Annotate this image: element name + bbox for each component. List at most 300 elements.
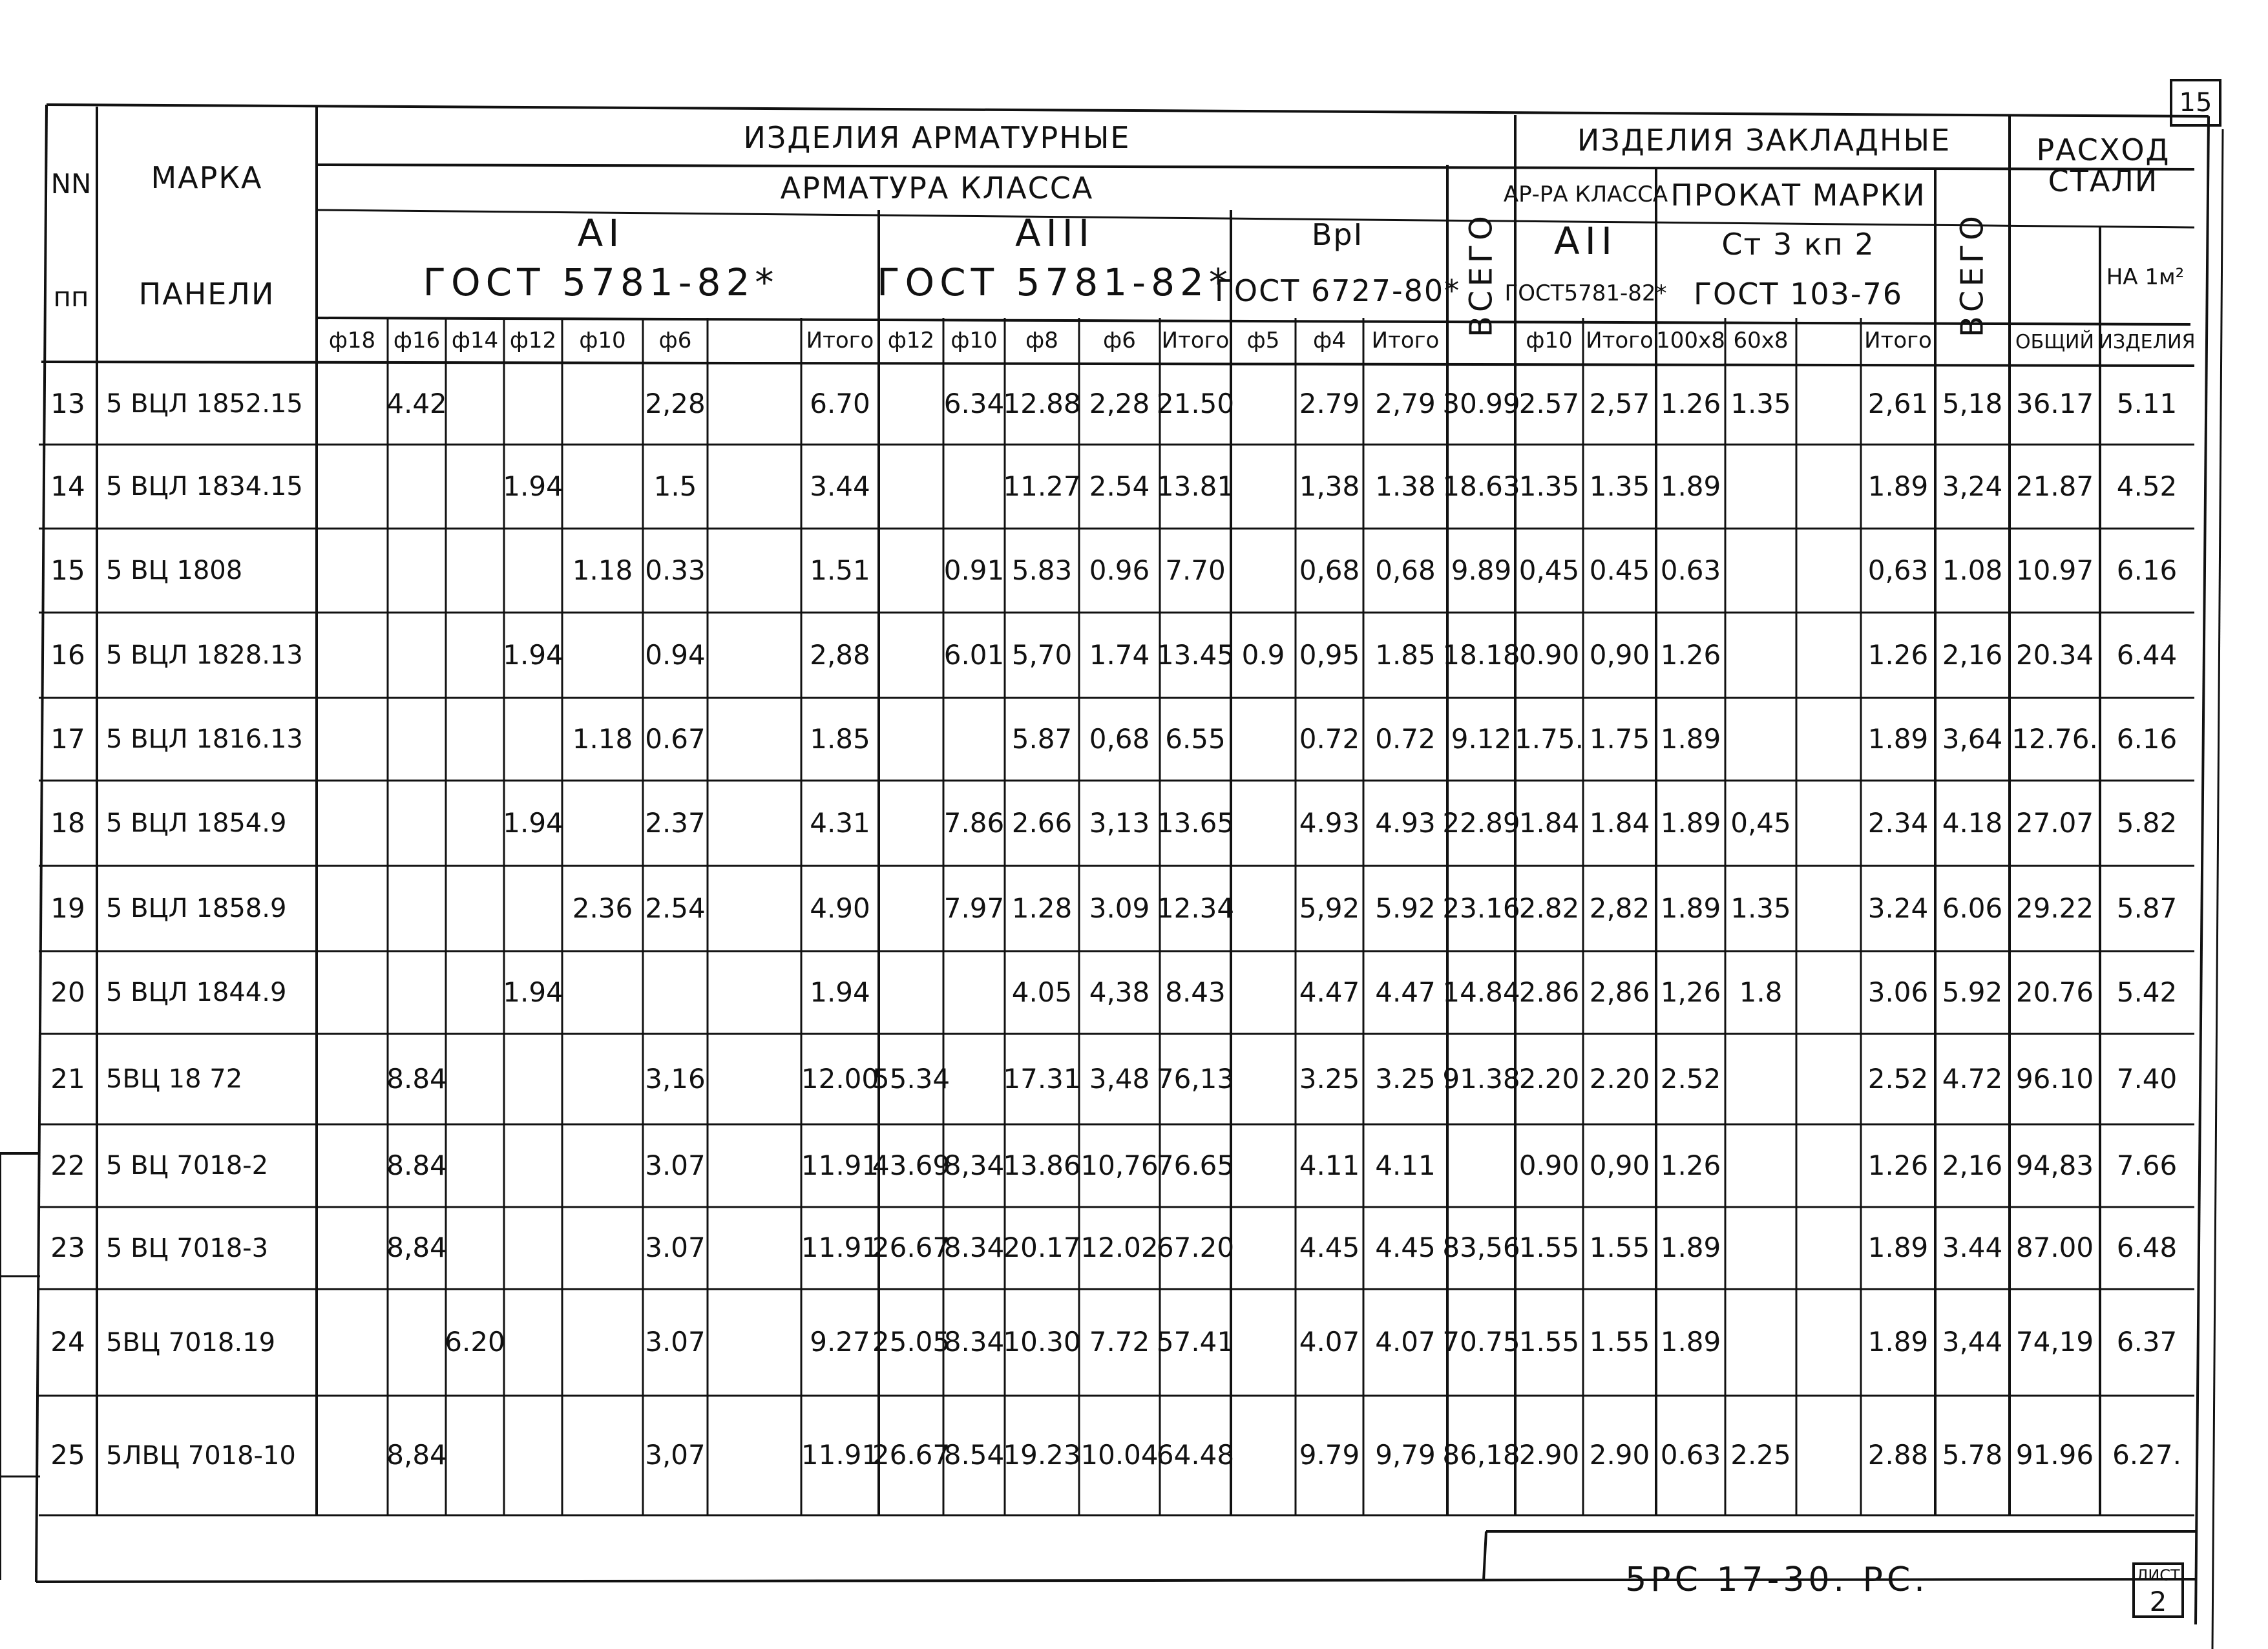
table-cell: 10.30 [1003,1326,1081,1358]
col-header-9: ф10 [950,328,998,354]
table-cell: 0,90 [1589,1149,1650,1181]
row-number: 15 [50,554,85,586]
table-cell: 8.43 [1165,976,1226,1008]
table-cell: 6.34 [943,387,1005,419]
table-cell: 6.70 [810,387,870,419]
table-cell: 3.07 [645,1149,706,1181]
table-cell: 4.45 [1375,1232,1436,1264]
table-cell: 5,18 [1942,387,2003,419]
table-cell: 3,16 [645,1062,706,1095]
table-cell: 9.89 [1451,554,1512,586]
table-cell: 6.48 [2116,1232,2178,1264]
table-cell: 1.51 [810,554,870,586]
table-cell: 26.67 [872,1232,950,1264]
table-cell: 2.20 [1589,1062,1650,1095]
table-cell: 1.35 [1589,470,1650,502]
table-cell: 1.38 [1375,470,1436,502]
col-header-obshchiy: ОБЩИЙ [2015,331,2094,354]
table-cell: 12.02 [1080,1232,1159,1264]
table-cell: 4.07 [1375,1326,1436,1358]
table-cell: 5.11 [2116,387,2178,419]
table-cell: 6.44 [2116,638,2178,671]
list-label: ЛИСТ [2136,1566,2180,1585]
table-cell: 21.87 [2015,470,2094,502]
table-cell: 13.65 [1156,806,1235,839]
table-cell: 7.40 [2116,1062,2178,1095]
panel-mark: 5 ВЦ 7018-2 [106,1151,269,1181]
table-cell: 10.97 [2015,554,2094,586]
table-cell: 11.27 [1003,470,1081,502]
col-header-2: ф14 [451,328,499,354]
table-cell: 3.24 [1867,892,1929,924]
table-cell: 12.00 [801,1062,879,1095]
col-header-izdeliya: ИЗДЕЛИЯ [2098,331,2196,354]
table-cell: 4.93 [1299,806,1360,839]
row-number: 17 [50,722,85,755]
table-cell: 10.04 [1080,1439,1159,1471]
table-cell: 4.72 [1942,1062,2003,1095]
header-aii: AII [1554,218,1617,263]
table-cell: 6.06 [1942,892,2003,924]
col-header-13: ф5 [1246,328,1280,354]
table-cell: 1.89 [1867,470,1929,502]
table-cell: 3.07 [645,1232,706,1264]
table-cell: 0,95 [1299,638,1360,671]
table-cell: 2.66 [1011,806,1073,839]
table-cell: 0.45 [1589,554,1650,586]
table-cell: 2.90 [1518,1439,1580,1471]
table-cell: 4.31 [810,806,870,839]
table-cell: 8.34 [943,1326,1005,1358]
col-header-paneli: ПАНЕЛИ [138,276,275,311]
table-cell: 67.20 [1156,1232,1235,1264]
table-cell: 2,79 [1375,387,1436,419]
table-cell: 2.57 [1518,387,1580,419]
table-cell: 2,88 [810,638,870,671]
table-cell: 6.37 [2116,1326,2178,1358]
row-number: 18 [50,806,85,839]
table-cell: 1.5 [653,470,697,502]
table-cell: 2.54 [1089,470,1150,502]
table-cell: 8.54 [943,1439,1005,1471]
table-cell: 1.18 [572,554,633,586]
table-cell: 6.27. [2112,1439,2181,1471]
table-cell: 9,79 [1375,1439,1436,1471]
table-cell: 1.18 [572,722,633,755]
table-cell: 2,16 [1942,638,2003,671]
table-cell: 0.9 [1241,638,1285,671]
table-cell: 3,64 [1942,722,2003,755]
col-header-5: ф6 [658,328,692,354]
header-izdeliya-armaturnye: ИЗДЕЛИЯ АРМАТУРНЫЕ [743,120,1131,155]
table-cell: 6.16 [2116,722,2178,755]
table-cell: 23.16 [1442,892,1520,924]
header-bpi-gost: ГОСТ 6727-80* [1214,273,1461,308]
table-cell: 3,44 [1942,1326,2003,1358]
table-cell: 1.89 [1867,1232,1929,1264]
table-cell: 4.05 [1011,976,1073,1008]
table-cell: 2.79 [1299,387,1360,419]
table-cell: 12.34 [1156,892,1235,924]
table-cell: 3.25 [1375,1062,1436,1095]
table-cell: 0,68 [1089,722,1150,755]
header-prokat-marki: ПРОКАТ МАРКИ [1670,177,1926,213]
table-cell: 1.55 [1518,1326,1580,1358]
table-cell: 55.34 [872,1062,950,1095]
table-cell: 36.17 [2015,387,2094,419]
table-cell: 1.85 [810,722,870,755]
table-cell: 1.89 [1867,722,1929,755]
col-header-19: 100х8 [1656,328,1725,354]
table-cell: 76.65 [1156,1149,1235,1181]
panel-mark: 5ВЦ 18 72 [106,1064,243,1094]
table-cell: 5.92 [1942,976,2003,1008]
table-cell: 96.10 [2015,1062,2094,1095]
table-cell: 1.26 [1867,638,1929,671]
table-cell: 0.90 [1518,638,1580,671]
table-cell: 9.27 [810,1326,870,1358]
table-cell: 17.31 [1003,1062,1081,1095]
table-cell: 1.26 [1660,638,1721,671]
table-cell: 4.42 [386,387,447,419]
table-cell: 13.81 [1156,470,1235,502]
table-cell: 2.37 [645,806,706,839]
row-number: 24 [50,1326,85,1358]
table-cell: 1.94 [503,806,563,839]
table-cell: 19.23 [1003,1439,1081,1471]
table-cell: 1.74 [1089,638,1150,671]
table-cell: 5,70 [1011,638,1073,671]
panel-mark: 5ЛВЦ 7018-10 [106,1440,296,1471]
table-cell: 0.72 [1375,722,1436,755]
row-number: 22 [50,1149,85,1181]
table-cell: 5.83 [1011,554,1073,586]
table-cell: 8.84 [386,1062,447,1095]
table-cell: 86,18 [1442,1439,1520,1471]
table-cell: 21.50 [1156,387,1235,419]
table-cell: 20.17 [1003,1232,1081,1264]
col-header-14: ф4 [1313,328,1346,354]
row-number: 21 [50,1062,85,1095]
table-cell: 4.47 [1375,976,1436,1008]
table-cell: 0.67 [645,722,706,755]
table-cell: 13.45 [1156,638,1235,671]
col-header-nn: NN [50,167,92,200]
table-cell: 2.52 [1660,1062,1721,1095]
table-cell: 3.44 [1942,1232,2003,1264]
table-cell: 1.55 [1589,1232,1650,1264]
table-cell: 0,68 [1299,554,1360,586]
table-cell: 5,92 [1299,892,1360,924]
table-cell: 1.35 [1518,470,1580,502]
col-header-marka: МАРКА [151,160,263,195]
table-cell: 1.26 [1867,1149,1929,1181]
table-cell: 2.88 [1867,1439,1929,1471]
table-cell: 57.41 [1156,1326,1235,1358]
panel-mark: 5 ВЦЛ 1816.13 [106,724,303,754]
panel-mark: 5 ВЦ 1808 [106,556,243,585]
table-cell: 0.33 [645,554,706,586]
table-cell: 0,63 [1867,554,1929,586]
table-cell: 1.89 [1660,806,1721,839]
table-cell: 2.54 [645,892,706,924]
panel-mark: 5 ВЦЛ 1828.13 [106,640,303,670]
table-cell: 9.12 [1451,722,1512,755]
table-cell: 1,38 [1299,470,1360,502]
panel-mark: 5 ВЦЛ 1858.9 [106,894,287,923]
table-cell: 4.45 [1299,1232,1360,1264]
table-cell: 2.36 [572,892,633,924]
table-cell: 2,82 [1589,892,1650,924]
header-armatura-klassa: АРМАТУРА КЛАССА [780,170,1094,205]
table-cell: 2.86 [1518,976,1580,1008]
row-number: 13 [50,387,85,419]
table-cell: 3,07 [645,1439,706,1471]
col-header-10: ф8 [1025,328,1058,354]
table-cell: 8.34 [943,1232,1005,1264]
table-cell: 1.84 [1589,806,1650,839]
table-cell: 1,26 [1660,976,1721,1008]
table-cell: 18.63 [1442,470,1520,502]
table-cell: 8.84 [386,1149,447,1181]
table-cell: 9.79 [1299,1439,1360,1471]
table-cell: 0,68 [1375,554,1436,586]
table-cell: 3,24 [1942,470,2003,502]
table-cell: 20.34 [2015,638,2094,671]
table-cell: 11.91 [801,1232,879,1264]
table-cell: 1.94 [503,976,563,1008]
table-cell: 7.72 [1089,1326,1150,1358]
table-cell: 29.22 [2015,892,2094,924]
panel-mark: 5ВЦ 7018.19 [106,1327,276,1358]
table-cell: 2.20 [1518,1062,1580,1095]
table-cell: 6.20 [445,1326,505,1358]
col-header-11: ф6 [1103,328,1136,354]
table-cell: 30.99 [1442,387,1520,419]
table-cell: 11.91 [801,1439,879,1471]
col-header-8: ф12 [887,328,935,354]
table-cell: 1.8 [1739,976,1783,1008]
table-cell: 87.00 [2015,1232,2094,1264]
table-cell: 3.25 [1299,1062,1360,1095]
table-cell: 1.89 [1660,1326,1721,1358]
header-ai-gost: ГОСТ 5781-82* [423,260,779,304]
table-cell: 2,28 [645,387,706,419]
table-cell: 27.07 [2015,806,2094,839]
col-header-18: Итого [1586,328,1654,354]
col-header-22: Итого [1864,328,1932,354]
table-cell: 1.89 [1660,892,1721,924]
table-cell: 1.55 [1518,1232,1580,1264]
header-aiii-gost: ГОСТ 5781-82* [877,260,1233,304]
table-cell: 4.18 [1942,806,2003,839]
table-cell: 13.86 [1003,1149,1081,1181]
table-cell: 5.87 [1011,722,1073,755]
table-cell: 0.96 [1089,554,1150,586]
table-cell: 1.35 [1730,892,1791,924]
table-cell: 1.94 [503,470,563,502]
col-header-3: ф12 [509,328,557,354]
table-cell: 4.11 [1299,1149,1360,1181]
header-vsego: ВСЕГО [1463,212,1500,337]
table-cell: 2.90 [1589,1439,1650,1471]
panel-mark: 5 ВЦЛ 1834.15 [106,472,303,501]
table-cell: 76,13 [1156,1062,1235,1095]
table-cell: 1.85 [1375,638,1436,671]
table-cell: 1.94 [810,976,870,1008]
table-cell: 83,56 [1442,1232,1520,1264]
col-header-12: Итого [1161,328,1230,354]
table-cell: 0.63 [1660,1439,1721,1471]
table-cell: 2,61 [1867,387,1929,419]
table-cell: 6.01 [943,638,1005,671]
header-vsego-zakladnye: ВСЕГО [1954,212,1991,337]
table-cell: 1.35 [1730,387,1791,419]
table-cell: 2,86 [1589,976,1650,1008]
table-cell: 2,16 [1942,1149,2003,1181]
header-ar-ra-klassa: АР-РА КЛАССА [1503,182,1668,208]
table-cell: 3.07 [645,1326,706,1358]
table-cell: 0,45 [1730,806,1791,839]
table-cell: 10,76 [1080,1149,1159,1181]
table-cell: 0.72 [1299,722,1360,755]
table-cell: 4.52 [2116,470,2178,502]
panel-mark: 5 ВЦЛ 1854.9 [106,808,287,838]
table-cell: 14.84 [1442,976,1520,1008]
table-cell: 7.97 [943,892,1005,924]
table-cell: 20.76 [2015,976,2094,1008]
panel-mark: 5 ВЦЛ 1852.15 [106,389,303,419]
header-st3: Ст 3 кп 2 [1721,226,1875,262]
table-cell: 91.38 [1442,1062,1520,1095]
table-cell: 1.55 [1589,1326,1650,1358]
row-number: 16 [50,638,85,671]
table-cell: 1.26 [1660,387,1721,419]
table-cell: 1.28 [1011,892,1073,924]
col-header-15: Итого [1371,328,1440,354]
header-izdeliya-zakladnye: ИЗДЕЛИЯ ЗАКЛАДНЫЕ [1577,122,1951,158]
table-cell: 4.47 [1299,976,1360,1008]
table-cell: 2.25 [1730,1439,1791,1471]
table-cell: 4.93 [1375,806,1436,839]
table-cell: 1.75 [1589,722,1650,755]
table-cell: 3.44 [810,470,870,502]
page-number: 15 [2170,79,2221,127]
table-cell: 0.91 [943,554,1005,586]
table-cell: 11.91 [801,1149,879,1181]
panel-mark: 5 ВЦ 7018-3 [106,1233,269,1263]
table-cell: 91.96 [2015,1439,2094,1471]
col-header-20: 60х8 [1733,328,1789,354]
table-cell: 3,13 [1089,806,1150,839]
header-st3-gost: ГОСТ 103-76 [1693,276,1904,311]
table-cell: 4.90 [810,892,870,924]
table-cell: 3,48 [1089,1062,1150,1095]
table-cell: 4.11 [1375,1149,1436,1181]
table-cell: 1.89 [1660,1232,1721,1264]
table-cell: 0.94 [645,638,706,671]
table-cell: 64.48 [1156,1439,1235,1471]
table-cell: 1.08 [1942,554,2003,586]
row-number: 25 [50,1439,85,1471]
table-cell: 8,34 [943,1149,1005,1181]
table-cell: 2.34 [1867,806,1929,839]
table-cell: 1.75. [1515,722,1584,755]
panel-mark: 5 ВЦЛ 1844.9 [106,978,287,1007]
table-cell: 0.90 [1518,1149,1580,1181]
table-cell: 94,83 [2015,1149,2094,1181]
table-cell: 4.07 [1299,1326,1360,1358]
header-ai: AI [577,211,625,255]
table-cell: 74,19 [2015,1326,2094,1358]
table-cell: 12.88 [1003,387,1081,419]
header-na-1m2: НА 1м² [2106,264,2185,291]
table-cell: 7.66 [2116,1149,2178,1181]
footer-doc-code: 5РС 17-30. РС. [1625,1560,1929,1599]
col-header-4: ф10 [579,328,626,354]
row-number: 23 [50,1232,85,1264]
table-cell: 2,57 [1589,387,1650,419]
table-cell: 1.94 [503,638,563,671]
table-cell: 5.92 [1375,892,1436,924]
table-cell: 7.86 [943,806,1005,839]
table-cell: 2.52 [1867,1062,1929,1095]
table-cell: 5.87 [2116,892,2178,924]
row-number: 19 [50,892,85,924]
col-header-0: ф18 [328,328,376,354]
table-cell: 26.67 [872,1439,950,1471]
table-cell: 0.63 [1660,554,1721,586]
col-header-7: Итого [806,328,874,354]
row-number: 14 [50,470,85,502]
table-cell: 3.09 [1089,892,1150,924]
sheet-number-box [2132,1562,2184,1618]
col-header-pp: пп [53,280,89,313]
table-cell: 1.26 [1660,1149,1721,1181]
table-cell: 0,90 [1589,638,1650,671]
table-cell: 12.76. [2011,722,2098,755]
header-bpi: BpI [1311,216,1364,252]
col-header-1: ф16 [393,328,441,354]
table-cell: 1.84 [1518,806,1580,839]
table-cell: 22.89 [1442,806,1520,839]
table-cell: 6.16 [2116,554,2178,586]
table-cell: 3.06 [1867,976,1929,1008]
table-cell: 8,84 [386,1439,447,1471]
table-cell: 8,84 [386,1232,447,1264]
table-cell: 4,38 [1089,976,1150,1008]
table-cell: 1.89 [1660,470,1721,502]
table-cell: 5.82 [2116,806,2178,839]
table-cell: 2.82 [1518,892,1580,924]
table-cell: 5.78 [1942,1439,2003,1471]
list-number: 2 [2149,1585,2167,1617]
header-raskhod-stali: РАСХОД СТАЛИ [2036,132,2170,198]
table-cell: 0,45 [1518,554,1580,586]
table-cell: 1.89 [1867,1326,1929,1358]
table-cell: 1.89 [1660,722,1721,755]
table-cell: 6.55 [1165,722,1226,755]
table-cell: 5.42 [2116,976,2178,1008]
table-cell: 18.18 [1442,638,1520,671]
table-cell: 2,28 [1089,387,1150,419]
table-cell: 70.75 [1442,1326,1520,1358]
header-aiii: AIII [1015,211,1095,255]
table-cell: 7.70 [1165,554,1226,586]
table-cell: 25.05 [872,1326,950,1358]
row-number: 20 [50,976,85,1008]
col-header-17: ф10 [1526,328,1573,354]
